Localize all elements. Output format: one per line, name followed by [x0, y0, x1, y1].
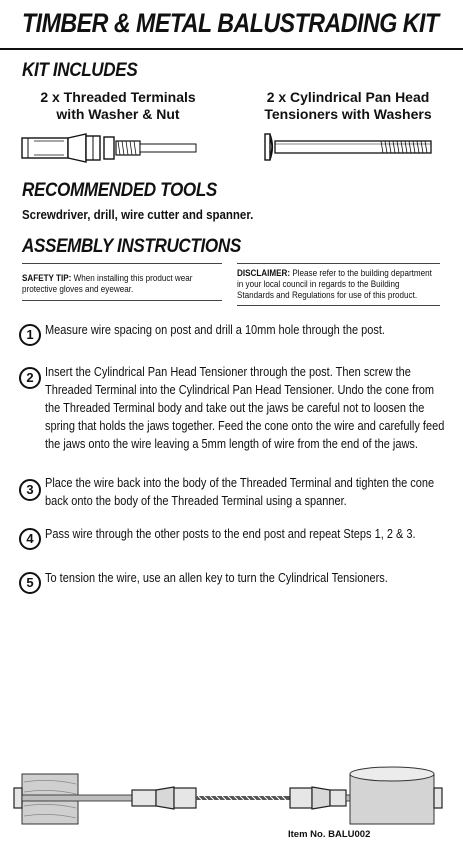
step-2-text [45, 363, 444, 453]
step-5-text [45, 569, 388, 587]
disclaimer-text: Please refer to the building department [290, 268, 432, 278]
disclaimer-text: in your local council in regards to the Building [237, 279, 400, 289]
divider [22, 263, 222, 264]
installed-balustrade-wire-icon [10, 766, 453, 828]
step-4-text [45, 525, 416, 543]
step-line: Place the wire back into the body of the Threaded Terminal and tighten the cone [45, 476, 435, 490]
disclaimer-label: DISCLAIMER: [237, 268, 291, 278]
disclaimer-text: Standards and Regulations for use of this product. [237, 290, 418, 300]
step-number: 4 [19, 528, 41, 550]
kit-item-line: Tensioners with Washers [264, 106, 432, 122]
step-line: spring that holds the jaws together. Feed the cone onto the wire and carefully feed [45, 419, 445, 433]
pan-head-tensioner-icon [263, 130, 435, 164]
divider [22, 300, 222, 301]
safety-tip-text: protective gloves and eyewear. [22, 284, 134, 294]
safety-tip-text: When installing this product wear [71, 273, 193, 283]
step-1-text [45, 321, 385, 339]
threaded-terminal-icon [20, 128, 200, 168]
safety-tip [22, 273, 192, 295]
step-line: the jaws onto the wire leaving a 5mm length of wire from the end of the jaws. [45, 437, 418, 451]
step-line: Threaded Terminal into the Cylindrical Pan Head Tensioner. Undo the cone from [45, 383, 435, 397]
step-number: 5 [19, 572, 41, 594]
step-3-text [45, 474, 434, 510]
kit-includes-heading: KIT INCLUDES [22, 60, 138, 81]
step-line: To tension the wire, use an allen key to turn the Cylindrical Tensioners. [45, 571, 388, 585]
divider [237, 305, 440, 306]
kit-item-threaded-terminals [18, 89, 218, 123]
recommended-tools-heading: RECOMMENDED TOOLS [22, 180, 217, 201]
assembly-instructions-heading: ASSEMBLY INSTRUCTIONS [22, 236, 241, 257]
step-line: Insert the Cylindrical Pan Head Tensioner through the post. Then screw the [45, 365, 411, 379]
item-number: Item No. BALU002 [288, 829, 371, 840]
disclaimer [237, 268, 432, 301]
kit-item-line: with Washer & Nut [56, 106, 180, 122]
divider [237, 263, 440, 264]
step-number: 2 [19, 367, 41, 389]
kit-item-line: 2 x Threaded Terminals [40, 89, 196, 105]
step-line: back onto the body of the Threaded Terminal using a spanner. [45, 494, 347, 508]
step-number: 1 [19, 324, 41, 346]
tools-list: Screwdriver, drill, wire cutter and spanner. [22, 208, 254, 222]
kit-item-line: 2 x Cylindrical Pan Head [266, 89, 430, 105]
safety-tip-label: SAFETY TIP: [22, 273, 72, 283]
kit-item-pan-head-tensioners [248, 89, 448, 123]
step-line: the Threaded Terminal body and take out the jaws be careful not to loosen the [45, 401, 425, 415]
page-title: TIMBER & METAL BALUSTRADING KIT [22, 8, 439, 38]
step-line: Measure wire spacing on post and drill a 10mm hole through the post. [45, 323, 385, 337]
step-number: 3 [19, 479, 41, 501]
step-line: Pass wire through the other posts to the end post and repeat Steps 1, 2 & 3. [45, 527, 416, 541]
